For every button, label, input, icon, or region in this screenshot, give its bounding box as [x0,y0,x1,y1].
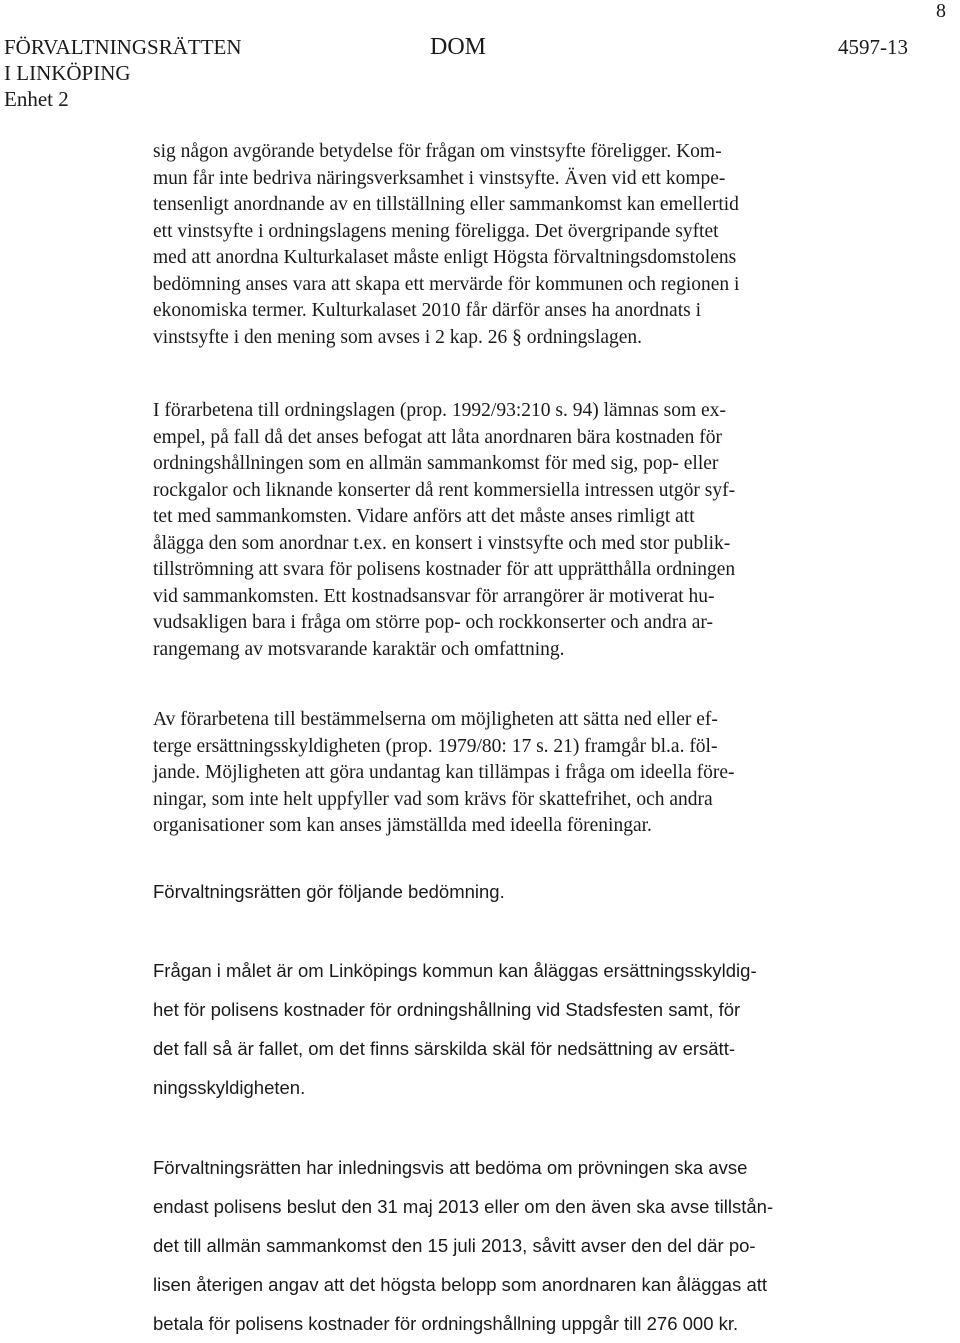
text-line: tet med sammankomsten. Vidare anförs att det måste anses rimligt att [153,506,695,527]
text-line: bedömning anses vara att skapa ett mervärde för kommunen och regionen i [153,273,740,295]
text-line: rangemang av motsvarande karaktär och omfattning. [153,638,565,660]
text-line: rockgalor och liknande konserter då rent kommersiella intressen utgör syf- [153,479,736,501]
unit-label: Enhet 2 [4,87,69,111]
text-line: Förvaltningsrätten gör följande bedömning. [153,881,505,902]
text-line: lisen återigen angav att det högsta belopp som anordnaren kan åläggas att [153,1274,768,1295]
text-line: mun får inte bedriva näringsverksamhet i vinstsyfte. Även vid ett kompe- [153,167,726,189]
text-line: het för polisens kostnader för ordningshållning vid Stadsfesten samt, för [153,999,741,1020]
paragraph-6 [153,1148,813,1343]
text-line: ordningshållningen som en allmän sammankomst för med sig, pop- eller [153,453,719,474]
text-line: vudsakligen bara i fråga om större pop- och rockkonserter och andra ar- [153,612,714,633]
text-line: terge ersättningsskyldigheten (prop. 1979/80: 17 s. 21) framgår bl.a. föl- [153,735,718,757]
text-line: Frågan i målet är om Linköpings kommun kan åläggas ersättningsskyldig- [153,960,757,981]
text-line: organisationer som kan anses jämställda med ideella föreningar. [153,815,652,836]
text-line: I förarbetena till ordningslagen (prop. 1992/93:210 s. 94) lämnas som ex- [153,400,726,421]
text-line: ningar, som inte helt uppfyller vad som krävs för skattefrihet, och andra [153,788,713,810]
case-number: 4597-13 [838,35,908,59]
paragraph-2 [153,398,813,663]
paragraph-5 [153,951,813,1107]
text-line: sig någon avgörande betydelse för frågan om vinstsyfte föreligger. Kom- [153,141,722,162]
text-line: jande. Möjligheten att göra undantag kan tillämpas i fråga om ideella före- [153,762,735,783]
court-name-line1: FÖRVALTNINGSRÄTTEN [4,35,242,59]
paragraph-3 [153,707,813,840]
text-line: ett vinstsyfte i ordningslagens mening föreligga. Det övergripande syftet [153,220,719,242]
document-type: DOM [430,34,487,60]
paragraph-1 [153,139,813,351]
text-line: Förvaltningsrätten har inledningsvis att bedöma om prövningen ska avse [153,1157,748,1178]
court-name [4,34,242,112]
text-line: vinstsyfte i den mening som avses i 2 kap. 26 § ordningslagen. [153,326,643,348]
text-line: ningsskyldigheten. [153,1077,306,1098]
paragraph-4 [153,879,813,906]
text-line: ålägga den som anordnar t.ex. en konsert i vinstsyfte och med stor publik- [153,532,731,554]
page-number: 8 [936,0,946,22]
text-line: empel, på fall då det anses befogat att låta anordnaren bära kostnaden för [153,426,723,448]
text-line: tensenligt anordnande av en tillställning eller sammankomst kan emellertid [153,194,739,215]
text-line: betala för polisens kostnader för ordningshållning uppgår till 276 000 kr. [153,1313,739,1334]
text-line: tillströmning att svara för polisens kostnader för att upprätthålla ordningen [153,559,736,580]
text-line: endast polisens beslut den 31 maj 2013 eller om den även ska avse tillstån- [153,1196,774,1217]
text-line: det till allmän sammankomst den 15 juli 2013, såvitt avser den del där po- [153,1235,756,1256]
text-line: Av förarbetena till bestämmelserna om möjligheten att sätta ned eller ef- [153,709,718,730]
court-name-line2: I LINKÖPING [4,61,131,85]
text-line: med att anordna Kulturkalaset måste enligt Högsta förvaltningsdomstolens [153,247,737,268]
text-line: ekonomiska termer. Kulturkalaset 2010 får därför anses ha anordnats i [153,300,701,321]
text-line: det fall så är fallet, om det finns särskilda skäl för nedsättning av ersätt- [153,1038,736,1059]
text-line: vid sammankomsten. Ett kostnadsansvar för arrangörer är motiverat hu- [153,585,715,607]
